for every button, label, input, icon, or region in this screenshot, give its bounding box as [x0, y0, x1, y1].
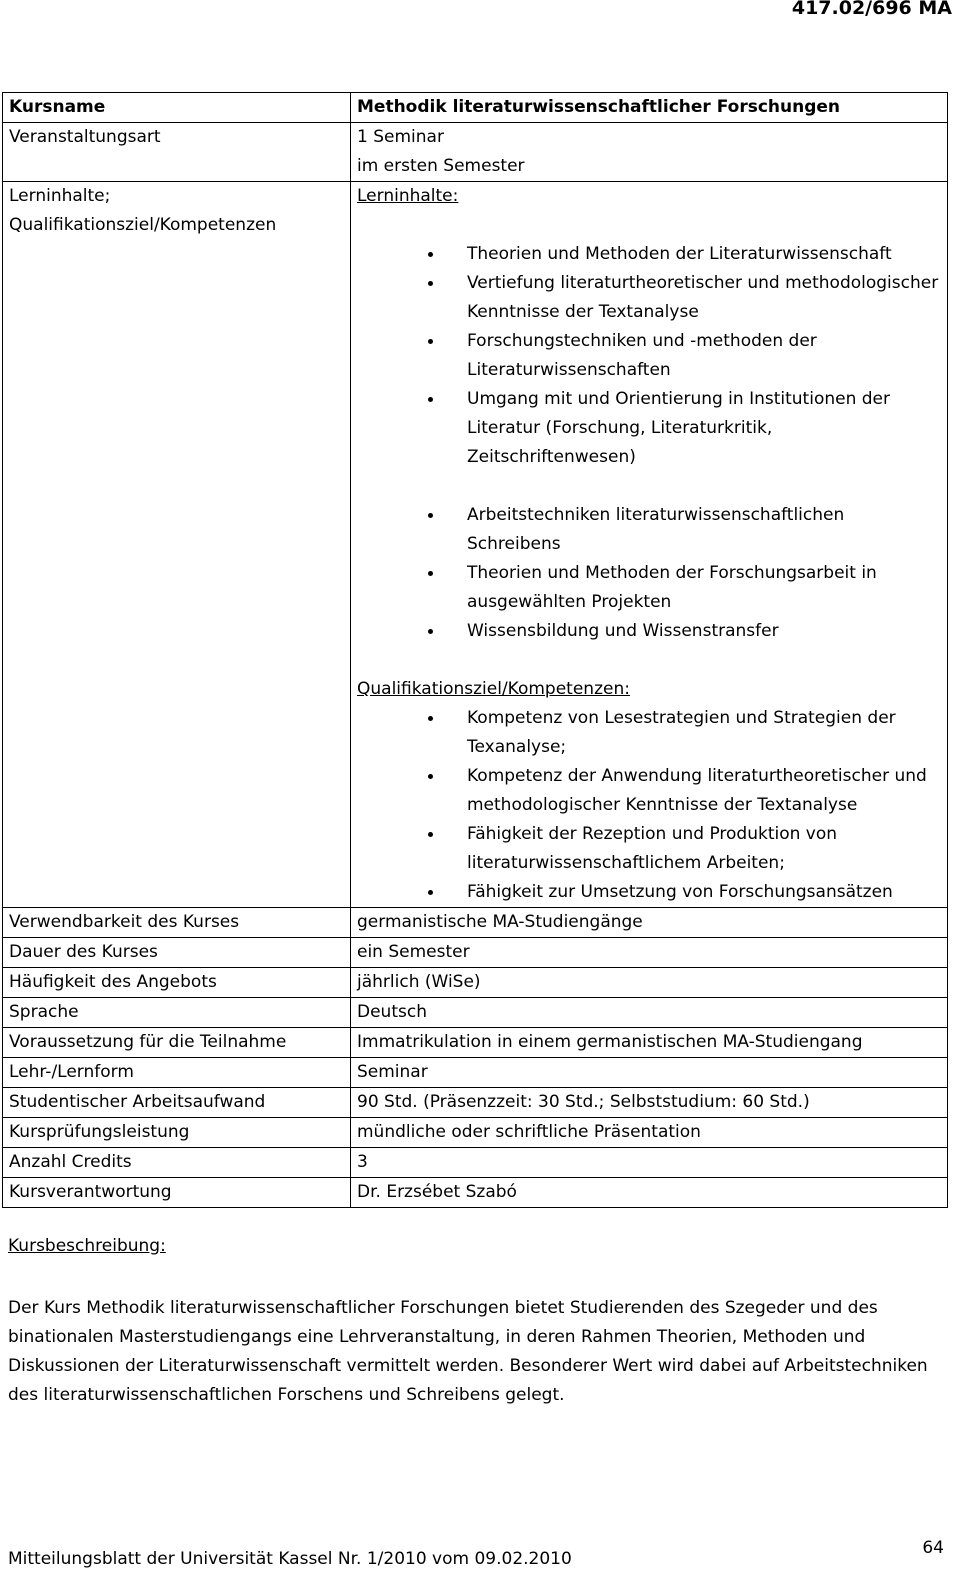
list-item: Fähigkeit zur Umsetzung von Forschungsansätzen: [467, 878, 941, 907]
table-row: [3, 968, 948, 998]
veranstaltungsart-label: Veranstaltungsart: [3, 123, 351, 182]
row-label: Dauer des Kurses: [3, 938, 351, 968]
description-paragraph: [8, 1294, 928, 1410]
row-veranstaltungsart: [3, 123, 948, 182]
lerninhalte-content: [351, 182, 948, 908]
table-row: [3, 1088, 948, 1118]
list-item: Theorien und Methoden der Forschungsarbeit in ausgewählten Projekten: [467, 559, 941, 617]
table-row: [3, 1178, 948, 1208]
veranstaltungsart-value: [351, 123, 948, 182]
row-label: Voraussetzung für die Teilnahme: [3, 1028, 351, 1058]
row-label: Sprache: [3, 998, 351, 1028]
table-row: [3, 938, 948, 968]
row-value: 90 Std. (Präsenzzeit: 30 Std.; Selbststudium: 60 Std.): [351, 1088, 948, 1118]
table-row: [3, 908, 948, 938]
description-course-name: Methodik literaturwissenschaftlicher Forschungen: [86, 1298, 510, 1318]
page-number: 64: [922, 1538, 944, 1558]
list-item: Umgang mit und Orientierung in Institutionen der Literatur (Forschung, Literaturkritik, Zeitschriftenwesen): [467, 385, 941, 472]
list-item: Wissensbildung und Wissenstransfer: [467, 617, 941, 646]
list-item: Vertiefung literaturtheoretischer und methodologischer Kenntnisse der Textanalyse: [467, 269, 941, 327]
kursname-value: Methodik literaturwissenschaftlicher Forschungen: [351, 93, 948, 123]
table-row: [3, 998, 948, 1028]
list-item: Theorien und Methoden der Literaturwissenschaft: [467, 240, 941, 269]
veranstaltungsart-line-2: im ersten Semester: [357, 156, 525, 176]
row-value: Dr. Erzsébet Szabó: [351, 1178, 948, 1208]
description-text-after: bietet Studierenden des Szegeder und des binationalen Masterstudiengangs eine Lehrveranstaltung, in deren Rahmen Theorien, Methoden und Diskussionen der Literaturwissenschaft vermittelt werden. Besonderer Wert wird dabei auf Arbeitstechniken des literaturwissenschaftlichen Forschens und Schreibens gelegt.: [8, 1298, 928, 1405]
list-item: Kompetenz der Anwendung literaturtheoretischer und methodologischer Kenntnisse der Textanalyse: [467, 762, 941, 820]
list-item: Forschungstechniken und -methoden der Literaturwissenschaften: [467, 327, 941, 385]
lerninhalte-label-line-1: Lerninhalte;: [9, 186, 111, 206]
row-label: Kursverantwortung: [3, 1178, 351, 1208]
row-kursname: [3, 93, 948, 123]
table-row: [3, 1148, 948, 1178]
row-label: Studentischer Arbeitsaufwand: [3, 1088, 351, 1118]
row-value: jährlich (WiSe): [351, 968, 948, 998]
table-row: [3, 1028, 948, 1058]
row-value: mündliche oder schriftliche Präsentation: [351, 1118, 948, 1148]
lerninhalte-label: [3, 182, 351, 908]
row-lerninhalte: [3, 182, 948, 908]
kompetenzen-heading: Qualifikationsziel/Kompetenzen:: [357, 679, 630, 699]
list-item: Fähigkeit der Rezeption und Produktion von literaturwissenschaftlichem Arbeiten;: [467, 820, 941, 878]
table-row: [3, 1058, 948, 1088]
row-label: Kursprüfungsleistung: [3, 1118, 351, 1148]
row-value: Deutsch: [351, 998, 948, 1028]
row-value: Immatrikulation in einem germanistischen MA-Studiengang: [351, 1028, 948, 1058]
row-label: Anzahl Credits: [3, 1148, 351, 1178]
course-table: [2, 92, 948, 1208]
veranstaltungsart-line-1: 1 Seminar: [357, 127, 444, 147]
lerninhalte-list-a: [357, 240, 941, 472]
document-number: 417.02/696 MA: [791, 0, 952, 19]
description-heading: Kursbeschreibung:: [8, 1236, 166, 1256]
list-item: Kompetenz von Lesestrategien und Strategien der Texanalyse;: [467, 704, 941, 762]
footer-publication: Mitteilungsblatt der Universität Kassel Nr. 1/2010 vom 09.02.2010: [8, 1549, 572, 1569]
list-item: Arbeitstechniken literaturwissenschaftlichen Schreibens: [467, 501, 941, 559]
kompetenzen-list: [357, 704, 941, 907]
row-label: Verwendbarkeit des Kurses: [3, 908, 351, 938]
kursname-label: Kursname: [3, 93, 351, 123]
lerninhalte-label-line-2: Qualifikationsziel/Kompetenzen: [9, 215, 277, 235]
table-row: [3, 1118, 948, 1148]
lerninhalte-list-b: [357, 501, 941, 646]
lerninhalte-heading: Lerninhalte:: [357, 186, 459, 206]
row-value: germanistische MA-Studiengänge: [351, 908, 948, 938]
row-value: ein Semester: [351, 938, 948, 968]
description-text-before: Der Kurs: [8, 1298, 87, 1318]
row-value: Seminar: [351, 1058, 948, 1088]
row-label: Lehr-/Lernform: [3, 1058, 351, 1088]
row-value: 3: [351, 1148, 948, 1178]
row-label: Häufigkeit des Angebots: [3, 968, 351, 998]
